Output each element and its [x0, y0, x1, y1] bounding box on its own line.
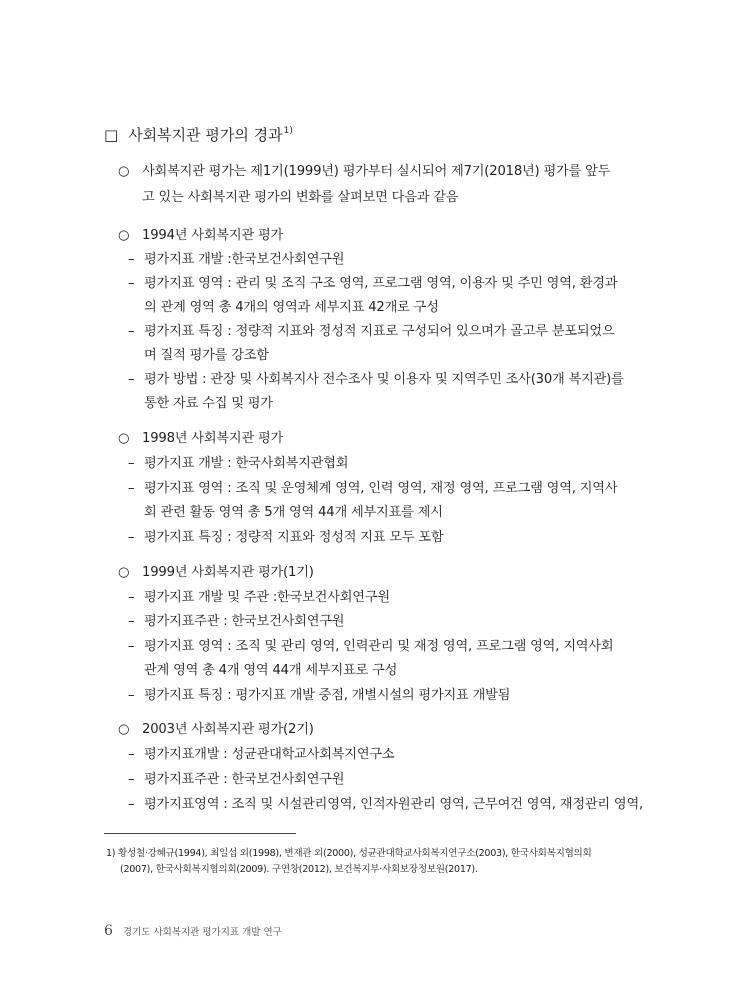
list-item: [128, 370, 624, 390]
list-item-text: 평가지표 개발 :한국보건사회연구원: [144, 252, 345, 267]
section-title-1998: [118, 429, 283, 449]
circle-bullet-icon: ○: [118, 228, 130, 243]
list-item-text: 평가지표영역 : 조직 및 시설관리영역, 인적자원관리 영역, 근무여건 영역, 재정관리 영역,: [144, 797, 643, 812]
dash-bullet-icon: –: [128, 590, 135, 605]
list-item: [128, 612, 344, 632]
section-title-1994: [118, 226, 283, 246]
intro-line-1: [118, 162, 610, 182]
circle-bullet-icon: ○: [118, 722, 130, 737]
section-heading: [104, 120, 293, 146]
list-item-text: 평가지표 개발 : 한국사회복지관협회: [144, 456, 349, 471]
list-item: [128, 250, 344, 270]
intro-line-2: 고 있는 사회복지관 평가의 변화를 살펴보면 다음과 같음: [142, 190, 459, 205]
dash-bullet-icon: –: [128, 456, 135, 471]
list-item-continuation: 며 질적 평가를 강조함: [144, 348, 269, 363]
running-title: 경기도 사회복지관 평가지표 개발 연구: [122, 927, 282, 938]
list-item: [128, 588, 390, 608]
list-item-text: 평가지표 영역 : 조직 및 운영체계 영역, 인력 영역, 재정 영역, 프로그램 영역, 지역사: [144, 481, 618, 496]
footnote-reference: 1): [283, 126, 293, 136]
section-title-text: 1998년 사회복지관 평가: [142, 431, 284, 446]
list-item: [128, 745, 394, 765]
list-item-text: 평가지표 특징 : 정량적 지표와 정성적 지표로 구성되어 있으며가 골고루 분포되었으: [144, 324, 615, 339]
section-title-text: 1999년 사회복지관 평가(1기): [142, 565, 314, 580]
dash-bullet-icon: –: [128, 639, 135, 654]
dash-bullet-icon: –: [128, 772, 135, 787]
list-item-continuation: 회 관련 활동 영역 총 5개 영역 44개 세부지표를 제시: [144, 505, 443, 520]
dash-bullet-icon: –: [128, 530, 135, 545]
list-item-text: 평가지표 영역 : 조직 및 관리 영역, 인력관리 및 재정 영역, 프로그램 영역, 지역사회: [144, 639, 614, 654]
list-item-text: 평가지표주관 : 한국보건사회연구원: [144, 772, 345, 787]
footnote-line-1: [106, 846, 591, 862]
section-title-text: 2003년 사회복지관 평가(2기): [142, 722, 314, 737]
dash-bullet-icon: –: [128, 614, 135, 629]
footnote-text: 황성철·강혜규(1994), 최일섭 외(1998), 변재관 외(2000), 성균관대학교사회복지연구소(2003), 한국사회복지협의회: [118, 848, 592, 859]
circle-bullet-icon: ○: [118, 565, 130, 580]
section-title-2003: [118, 720, 314, 740]
list-item: [128, 322, 615, 342]
dash-bullet-icon: –: [128, 324, 135, 339]
dash-bullet-icon: –: [128, 372, 135, 387]
footnote-mark: 1): [106, 848, 116, 859]
section-title-1999: [118, 563, 314, 583]
footnote-line-2: (2007), 한국사회복지협의회(2009). 구연창(2012), 보건복지부·사회보장정보원(2017).: [120, 864, 478, 875]
list-item: [128, 454, 348, 474]
list-item: [128, 770, 344, 790]
dash-bullet-icon: –: [128, 747, 135, 762]
list-item: [128, 528, 444, 548]
list-item-text: 평가지표 특징 : 정량적 지표와 정성적 지표 모두 포함: [144, 530, 444, 545]
dash-bullet-icon: –: [128, 276, 135, 291]
list-item-text: 평가지표주관 : 한국보건사회연구원: [144, 614, 345, 629]
list-item-continuation: 통한 자료 수집 및 평가: [144, 396, 273, 411]
footnote-divider: [104, 833, 296, 834]
circle-bullet-icon: ○: [118, 431, 130, 446]
square-bullet-icon: □: [104, 126, 119, 144]
page-number: 6: [104, 923, 113, 939]
list-item: [128, 274, 617, 294]
dash-bullet-icon: –: [128, 797, 135, 812]
list-item: [128, 686, 510, 706]
page-footer: [104, 920, 282, 939]
list-item-text: 평가지표 영역 : 관리 및 조직 구조 영역, 프로그램 영역, 이용자 및 주민 영역, 환경과: [144, 276, 618, 291]
list-item-continuation: 관계 영역 총 4개 영역 44개 세부지표로 구성: [144, 663, 398, 678]
list-item-text: 평가지표 특징 : 평가지표 개발 중점, 개별시설의 평가지표 개발됨: [144, 688, 511, 703]
list-item: [128, 479, 617, 499]
section-heading-text: 사회복지관 평가의 경과: [128, 126, 283, 144]
dash-bullet-icon: –: [128, 252, 135, 267]
list-item-text: 평가 방법 : 관장 및 사회복지사 전수조사 및 이용자 및 지역주민 조사(30개 복지관)를: [144, 372, 624, 387]
list-item-text: 평가지표 개발 및 주관 :한국보건사회연구원: [144, 590, 390, 605]
section-title-text: 1994년 사회복지관 평가: [142, 228, 284, 243]
dash-bullet-icon: –: [128, 688, 135, 703]
circle-bullet-icon: ○: [118, 164, 130, 179]
list-item-text: 평가지표개발 : 성균관대학교사회복지연구소: [144, 747, 395, 762]
dash-bullet-icon: –: [128, 481, 135, 496]
list-item-continuation: 의 관계 영역 총 4개의 영역과 세부지표 42개로 구성: [144, 300, 439, 315]
list-item: [128, 637, 613, 657]
intro-text: 사회복지관 평가는 제1기(1999년) 평가부터 실시되어 제7기(2018년) 평가를 앞두: [142, 164, 611, 179]
list-item: [128, 795, 643, 815]
